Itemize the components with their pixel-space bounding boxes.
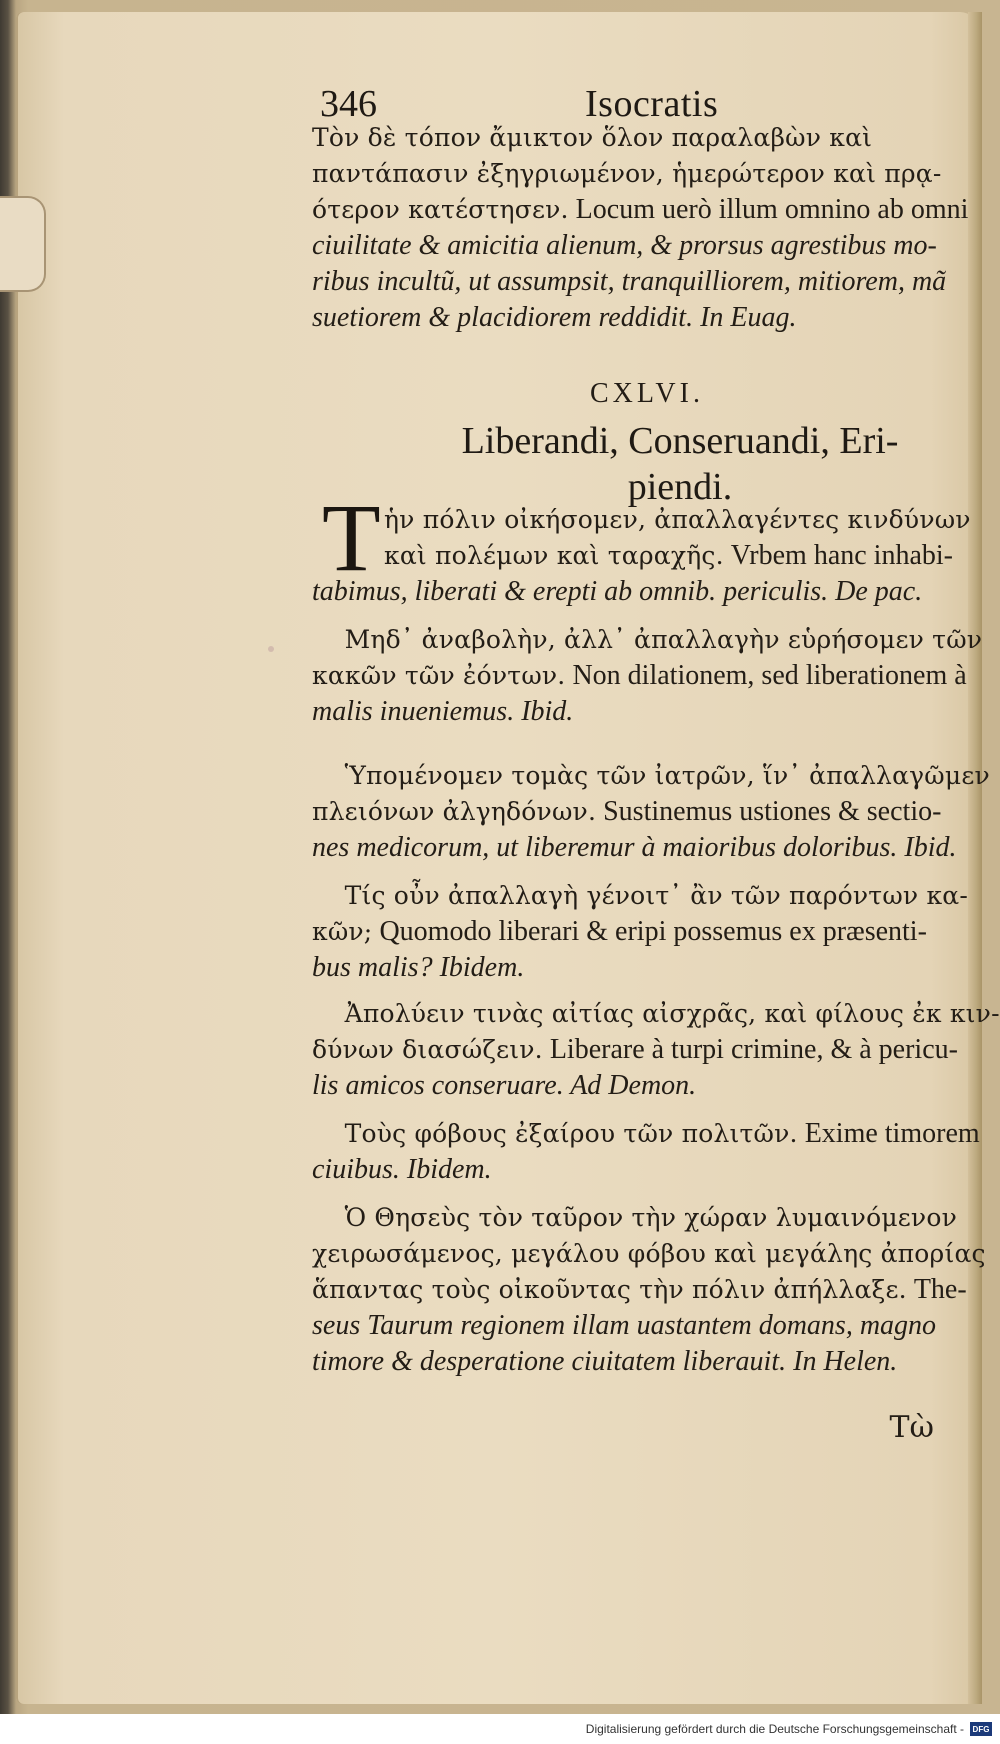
- running-head: Isocratis: [585, 83, 719, 125]
- text-line: [312, 300, 962, 336]
- text-line: [312, 538, 962, 574]
- latin-text: tabimus, liberati & erepti ab omnib. periculis. De pac.: [312, 576, 923, 607]
- greek-text: Μηδ᾽ ἀναβολὴν, ἀλλ᾽ ἀπαλλαγὴν εὑρήσομεν τῶν: [312, 625, 983, 654]
- latin-text: lis amicos conseruare. Ad Demon.: [312, 1070, 697, 1101]
- latin-text: ciuibus. Ibidem.: [312, 1154, 492, 1185]
- latin-text: seus Taurum regionem illam uastantem domans, magno: [312, 1310, 937, 1341]
- drop-capital: T: [322, 484, 381, 591]
- latin-text: bus malis? Ibidem.: [312, 952, 525, 983]
- text-line: [312, 574, 962, 610]
- page-number: 346: [320, 83, 377, 125]
- section-title-line-2: piendi.: [627, 466, 733, 508]
- greek-text: Τοὺς φόβους ἐξαίρου τῶν πολιτῶν.: [312, 1119, 798, 1148]
- latin-text: Exime timorem: [797, 1118, 980, 1149]
- latin-text: malis inueniemus. Ibid.: [312, 696, 574, 727]
- catchword: Τὼ: [889, 1410, 934, 1445]
- greek-text: Ἀπολύειν τινὰς αἰτίας αἰσχρᾶς, καὶ φίλους ἐκ κιν-: [312, 999, 1000, 1028]
- latin-text: ciuilitate & amicitia alienum, & prorsus agrestibus mo-: [312, 230, 937, 261]
- greek-text: Ὑπομένομεν τομὰς τῶν ἰατρῶν, ἵν᾽ ἀπαλλαγῶμεν: [312, 761, 990, 790]
- paragraph-de-pace-1: [312, 502, 971, 610]
- text-line: [312, 694, 962, 730]
- footer-credit: Digitalisierung gefördert durch die Deutsche Forschungsgemeinschaft -: [585, 1722, 964, 1736]
- greek-text: Ὁ Θησεὺς τὸν ταῦρον τὴν χώραν λυμαινόμενον: [312, 1203, 957, 1232]
- text-line: [312, 878, 969, 914]
- text-line: [312, 622, 983, 658]
- text-line: [312, 1116, 980, 1152]
- text-line: [312, 1032, 962, 1068]
- latin-text: ribus incultũ, ut assumpsit, tranquilliorem, mitiorem, mã: [312, 266, 947, 297]
- latin-text: Locum uerò illum omnino ab omni: [568, 194, 969, 225]
- greek-text: ἅπαντας τοὺς οἰκοῦντας τὴν πόλιν ἀπήλλαξε.: [312, 1275, 907, 1304]
- text-line: [312, 1200, 962, 1236]
- text-line: [312, 192, 969, 228]
- greek-text: κακῶν τῶν ἐόντων.: [312, 661, 566, 690]
- paragraph-ad-demonicum: [312, 996, 1000, 1104]
- text-line: [312, 1068, 962, 1104]
- greek-text: Τὸν δὲ τόπον ἄμικτον ὅλον παραλαβὼν καὶ: [312, 123, 873, 152]
- text-line: [312, 120, 962, 156]
- text-line: [312, 502, 971, 538]
- greek-text: Τίς οὖν ἀπαλλαγὴ γένοιτ᾽ ἂν τῶν παρόντων κα-: [312, 881, 969, 910]
- text-line: [312, 794, 962, 830]
- latin-text: nes medicorum, ut liberemur à maioribus doloribus. Ibid.: [312, 832, 957, 863]
- latin-text: Sustinemus ustiones & sectio-: [596, 796, 942, 827]
- greek-text: ἡν πόλιν οἰκήσομεν, ἀπαλλαγέντες κινδύνων: [384, 505, 971, 534]
- paragraph-de-pace-2: [312, 622, 983, 730]
- paragraph-de-pace-3: [312, 758, 990, 866]
- bookmark-tab: [0, 196, 46, 292]
- text-line: [312, 264, 962, 300]
- section-title: [420, 418, 940, 510]
- latin-text: Liberare à turpi crimine, & à pericu-: [542, 1034, 958, 1065]
- text-line: [312, 1236, 986, 1272]
- text-line: [312, 996, 1000, 1032]
- dfg-logo: DFG: [970, 1722, 992, 1736]
- paragraph-helena: [312, 1200, 986, 1380]
- section-title-line-1: Liberandi, Conseruandi, Eri-: [461, 420, 899, 462]
- latin-text: timore & desperatione ciuitatem liberauit. In Helen.: [312, 1346, 898, 1377]
- text-line: [312, 950, 962, 986]
- greek-text: ότερον κατέστησεν.: [312, 195, 569, 224]
- paragraph-evagoras: [312, 120, 969, 336]
- latin-text: Quomodo liberari & eripi possemus ex præsenti-: [372, 916, 927, 947]
- greek-text: παντάπασιν ἐξηγριωμένον, ἡμερώτερον καὶ πρᾳ-: [312, 159, 942, 188]
- greek-text: κῶν;: [312, 917, 373, 946]
- text-line: [312, 228, 962, 264]
- paragraph-ad-demonicum-2: [312, 1116, 980, 1188]
- text-line: [312, 156, 962, 192]
- text-line: [312, 658, 967, 694]
- text-line: [312, 1344, 962, 1380]
- text-line: [312, 830, 962, 866]
- text-line: [312, 914, 962, 950]
- section-number: CXLVI.: [590, 378, 704, 409]
- ink-stain: [268, 646, 274, 652]
- paragraph-de-pace-4: [312, 878, 969, 986]
- latin-text: The-: [906, 1274, 967, 1305]
- latin-text: suetiorem & placidiorem reddidit. In Euag.: [312, 302, 797, 333]
- greek-text: χειρωσάμενος, μεγάλου φόβου καὶ μεγάλης ἀπορίας: [312, 1239, 986, 1268]
- greek-text: πλειόνων ἀλγηδόνων.: [312, 797, 597, 826]
- page-edge: [968, 12, 982, 1704]
- latin-text: Vrbem hanc inhabi-: [723, 540, 953, 571]
- text-line: [312, 758, 990, 794]
- text-line: [312, 1272, 967, 1308]
- text-line: [312, 1152, 962, 1188]
- latin-text: Non dilationem, sed liberationem à: [565, 660, 967, 691]
- greek-text: καὶ πολέμων καὶ ταραχῆς.: [384, 541, 724, 570]
- greek-text: δύνων διασώζειν.: [312, 1035, 543, 1064]
- digitization-footer: [0, 1714, 1000, 1744]
- text-line: [312, 1308, 962, 1344]
